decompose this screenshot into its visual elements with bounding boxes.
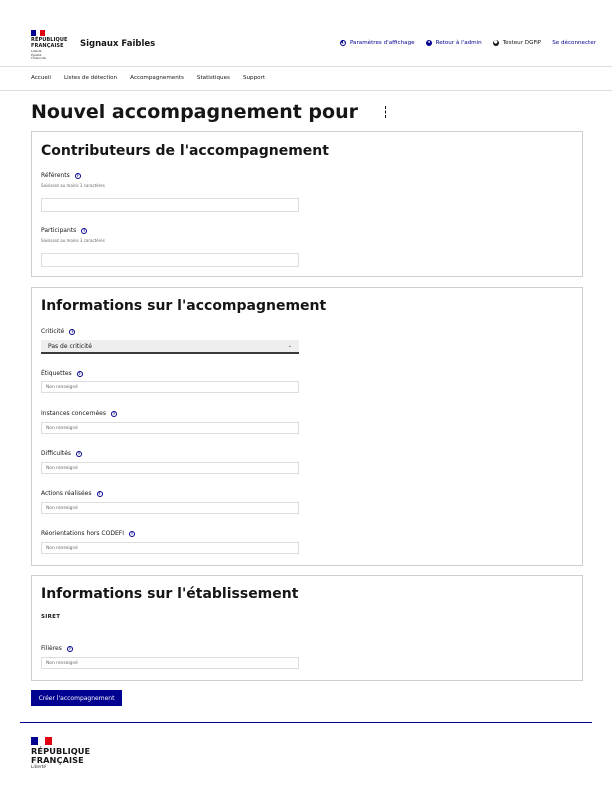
filieres-input[interactable]: Non renseigné	[41, 657, 299, 669]
logout-button[interactable]: Se déconnecter	[552, 40, 596, 46]
footer-logo[interactable]	[31, 737, 90, 770]
nav-item-statistiques[interactable]: Statistiques	[196, 75, 230, 81]
site-header	[0, 0, 612, 66]
logo-motto: Liberté Égalité Fraternité	[31, 49, 46, 61]
header-tools	[340, 40, 596, 46]
nav-item-listes[interactable]: Listes de détection	[63, 75, 118, 81]
actions-input[interactable]: Non renseigné	[41, 502, 299, 514]
help-icon[interactable]: ?	[78, 370, 81, 376]
reorientations-input[interactable]: Non renseigné	[41, 542, 299, 554]
help-icon[interactable]: ?	[130, 530, 134, 536]
help-icon[interactable]: ?	[71, 328, 74, 334]
help-icon[interactable]: ?	[76, 172, 79, 178]
criticite-field	[41, 328, 75, 335]
help-icon[interactable]: ?	[83, 227, 86, 233]
user-icon: ●	[493, 39, 498, 45]
nav-item-accompagnements[interactable]: Accompagnements	[130, 75, 184, 81]
chevron-down-icon: ⌄	[287, 343, 292, 349]
footer-divider	[20, 722, 592, 723]
criticite-label: Criticité	[41, 328, 65, 335]
nav-item-support[interactable]: Support	[242, 75, 266, 81]
main-nav	[0, 66, 612, 91]
referents-label: Référents	[41, 172, 70, 179]
etiquettes-label: Étiquettes	[41, 370, 72, 377]
referents-field	[41, 172, 105, 188]
info-card	[31, 287, 583, 566]
display-settings-icon: ◐	[340, 39, 345, 45]
criticite-selected: Pas de criticité	[48, 342, 92, 350]
service-name[interactable]: Signaux Faibles	[80, 39, 156, 49]
return-icon: ◂	[427, 39, 430, 45]
footer-motto: Liberté	[31, 765, 47, 771]
participants-field	[41, 227, 105, 243]
etablissement-title: Informations sur l'établissement	[41, 586, 299, 602]
instances-label: Instances concernées	[41, 410, 106, 417]
help-icon[interactable]: ?	[112, 410, 116, 416]
referents-input[interactable]	[41, 198, 299, 212]
flag-icon	[31, 737, 52, 745]
text-cursor	[385, 106, 386, 118]
difficultes-field	[41, 450, 82, 457]
create-accompagnement-button[interactable]: Créer l'accompagnement	[31, 690, 122, 706]
help-icon[interactable]: ?	[68, 645, 71, 651]
contributors-card	[31, 131, 583, 277]
page-title: Nouvel accompagnement pour	[31, 101, 358, 123]
participants-input[interactable]	[41, 253, 299, 267]
etiquettes-input[interactable]: Non renseigné	[41, 381, 299, 393]
user-account-button[interactable]: ● Testeur DGFiP	[493, 39, 542, 46]
criticite-select[interactable]	[41, 340, 299, 354]
actions-field	[41, 490, 103, 497]
filieres-field	[41, 645, 73, 652]
help-icon[interactable]: ?	[77, 450, 81, 456]
display-settings-button[interactable]: ◐ Paramètres d'affichage	[340, 39, 415, 46]
filieres-label: Filières	[41, 645, 62, 652]
return-admin-button[interactable]: ◂ Retour à l'admin	[427, 39, 482, 46]
flag-icon	[31, 30, 45, 36]
nav-item-accueil[interactable]: Accueil	[31, 75, 51, 81]
reorientations-field	[41, 530, 135, 537]
siret-label: SIRET	[41, 614, 61, 620]
etablissement-card	[31, 575, 583, 681]
logo-text: RÉPUBLIQUE FRANÇAISE	[31, 37, 68, 49]
difficultes-input[interactable]: Non renseigné	[41, 462, 299, 474]
actions-label: Actions réalisées	[41, 490, 92, 497]
participants-hint: Saisissez au moins 3 caractères	[41, 238, 105, 243]
instances-field	[41, 410, 117, 417]
footer-logo-text: RÉPUBLIQUE FRANÇAISE	[31, 746, 91, 765]
difficultes-label: Difficultés	[41, 450, 72, 457]
instances-input[interactable]: Non renseigné	[41, 422, 299, 434]
contributors-title: Contributeurs de l'accompagnement	[41, 143, 329, 159]
etiquettes-field	[41, 370, 83, 377]
referents-hint: Saisissez au moins 3 caractères	[41, 183, 105, 188]
participants-label: Participants	[41, 227, 77, 234]
info-title: Informations sur l'accompagnement	[41, 298, 327, 314]
reorientations-label: Réorientations hors CODEFI	[41, 530, 124, 537]
help-icon[interactable]: ?	[98, 490, 101, 496]
republique-logo[interactable]	[31, 30, 68, 61]
